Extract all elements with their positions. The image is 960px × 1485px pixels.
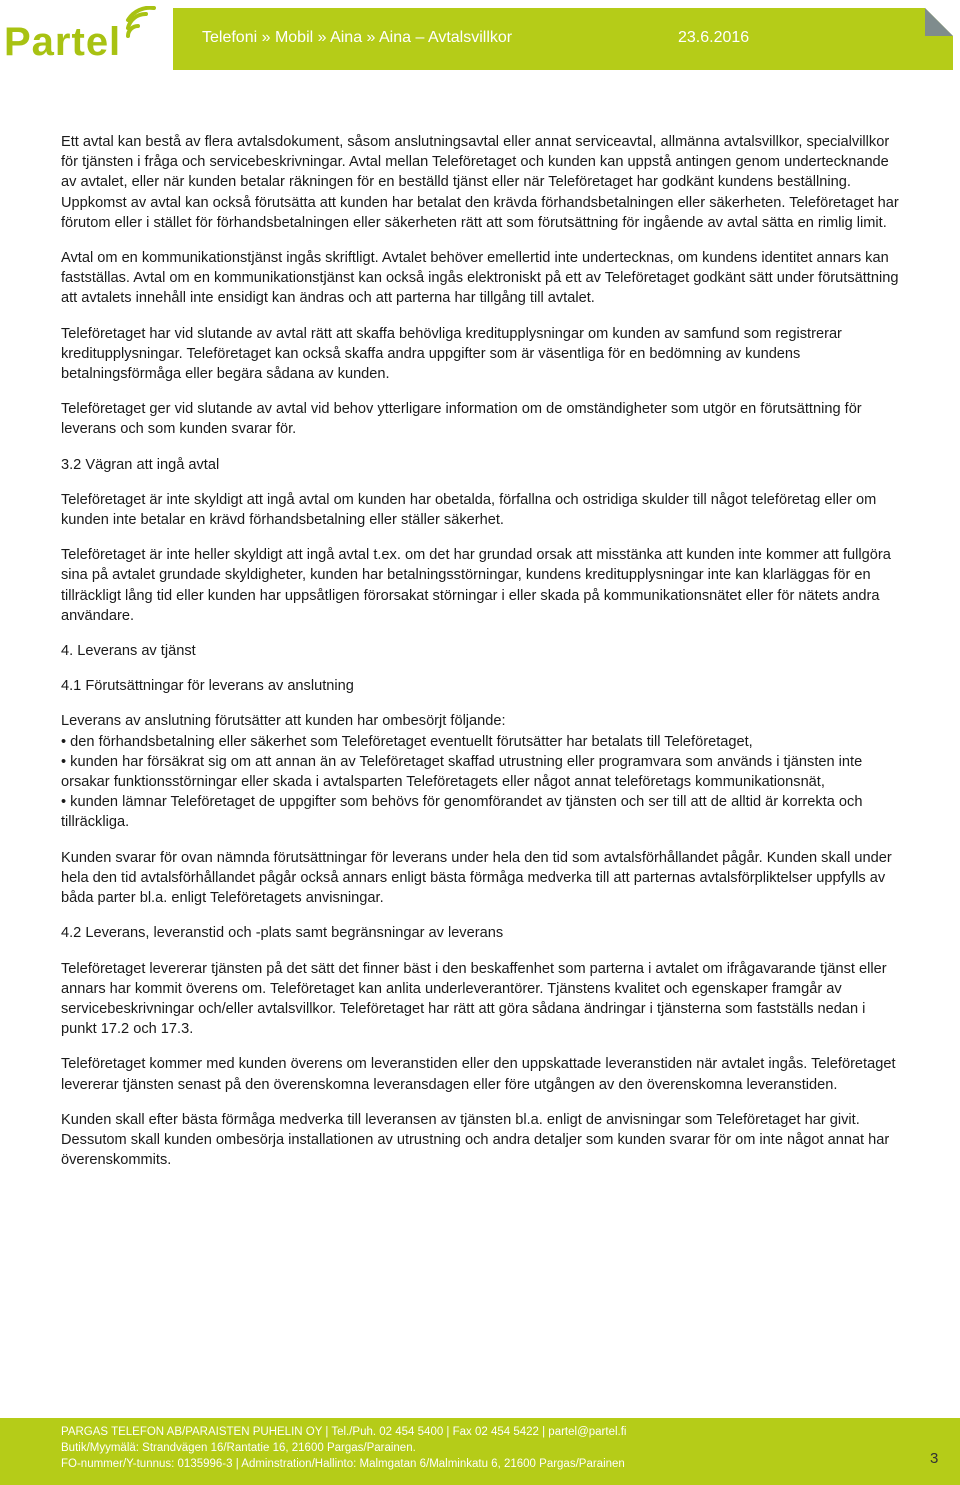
partel-logo <box>4 6 160 64</box>
document-date: 23.6.2016 <box>678 29 750 46</box>
page-header <box>0 0 960 78</box>
breadcrumb: Telefoni » Mobil » Aina » Aina – Avtalsvillkor <box>202 29 513 46</box>
paragraph: Kunden svarar för ovan nämnda förutsättningar för leverans under hela den tid som avtalsförhållandet pågår. Kunden skall under hela den tid avtalsförhållandet pågår också annars enligt bästa förmåga medverka till att parternas avtalsförpliktelser uppfylls av båda parter bl.a. enligt Teleföretagets anvisningar. <box>61 849 892 907</box>
section-heading-4-1: 4.1 Förutsättningar för leverans av anslutning <box>61 678 354 695</box>
footer-registration-line: FO-nummer/Y-tunnus: 0135996-3 | Adminstration/Hallinto: Malmgatan 6/Malminkatu 6, 21600 Pargas/Parainen <box>61 1458 625 1470</box>
page-fold-icon <box>925 8 953 36</box>
paragraph: Teleföretaget levererar tjänsten på det sätt det finner bäst i den beskaffenhet som parterna i avtalet om ifrågavarande tjänst eller annars har kommit överens om. Teleföretaget kan anlita underleverantörer. Tjänstens kvalitet och egenskaper framgår av servicebeskrivningar och/eller avtalsvillkor. Teleföretaget har rätt att göra sådana ändringar i tjänsterna som fastställs nedan i punkt 17.2 och 17.3. <box>61 960 887 1038</box>
section-heading-3-2: 3.2 Vägran att ingå avtal <box>61 456 220 473</box>
footer-contact-line: PARGAS TELEFON AB/PARAISTEN PUHELIN OY | Tel./Puh. 02 454 5400 | Fax 02 454 5422 | partel@partel.fi <box>61 1426 627 1438</box>
signal-waves-icon <box>122 6 158 42</box>
paragraph: Kunden skall efter bästa förmåga medverka till leveransen av tjänsten bl.a. enligt de anvisningar som Teleföretaget har givit. Dessutom skall kunden ombesörja installationen av utrustning och andra detaljer som kunden svarar för om inte något annat har överenskommits. <box>61 1111 890 1169</box>
paragraph: Teleföretaget är inte heller skyldigt att ingå avtal t.ex. om det har grundad orsak att misstänka att kunden inte kommer att fullgöra sina på avtalet grundade skyldigheter, kunden har betalningsstörningar, kundens kreditupplysningar inte kan klarläggas för en tillräckligt lång tid eller kunden har uppsåtligen förorsakat störningar i eller skada på kommunikationsnätet eller för nätets andra användare. <box>61 547 891 624</box>
section-heading-4-2: 4.2 Leverans, leveranstid och -plats samt begränsningar av leverans <box>61 925 504 942</box>
paragraph: Teleföretaget är inte skyldigt att ingå avtal om kunden har obetalda, förfallna och ostridiga skulder till något teleföretag eller om kunden inte betalar en krävd förhandsbetalning eller ställer säkerhet. <box>61 491 877 529</box>
list-item: • den förhandsbetalning eller säkerhet som Teleföretaget eventuellt förutsätter har betalats till Teleföretaget, <box>61 733 753 750</box>
footer-address-line: Butik/Myymälä: Strandvägen 16/Rantatie 16, 21600 Pargas/Parainen. <box>61 1442 416 1454</box>
header-bar <box>173 8 953 70</box>
list-item: • kunden lämnar Teleföretaget de uppgifter som behövs för genomförandet av tjänsten och ser till att de alltid är korrekta och tillräckliga. <box>61 794 863 831</box>
document-body <box>61 132 901 1185</box>
page-footer <box>0 1418 960 1485</box>
paragraph: Teleföretaget ger vid slutande av avtal vid behov ytterligare information om de omständigheter som utgör en förutsättning för leverans och som kunden svarar för. <box>61 401 862 438</box>
section-heading-4: 4. Leverans av tjänst <box>61 643 196 660</box>
page-number: 3 <box>930 1450 939 1467</box>
logo-wordmark: Partel <box>4 20 122 64</box>
list-item: • kunden har försäkrat sig om att annan än av Teleföretaget skaffad utrustning eller programvara som används i tjänsten inte orsakar funktionsstörningar eller skada i avtalsparten Teleföretagets eller något annat teleföretags kommunikationsnät, <box>61 753 863 791</box>
list-intro: Leverans av anslutning förutsätter att kunden har ombesörjt följande: <box>61 713 506 730</box>
paragraph: Teleföretaget har vid slutande av avtal rätt att skaffa behövliga kreditupplysningar om kunden av samfund som registrerar kreditupplysningar. Teleföretaget kan också skaffa andra uppgifter som är väsentliga för en bedömning av kundens betalningsförmåga eller begära sådana av kunden. <box>61 325 842 383</box>
paragraph: Ett avtal kan bestå av flera avtalsdokument, såsom anslutningsavtal eller annat serviceavtal, allmänna avtalsvillkor, specialvillkor för tjänsten i fråga och servicebeskrivningar. Avtal mellan Teleföretaget och kunden kan uppstå antingen genom undertecknande av avtalet, eller när kunden betalar räkningen för en beställd tjänst eller när Teleföretaget har godkänt kundens beställning. Uppkomst av avtal kan också förutsätta att kunden har betalat den krävda förhandsbetalningen eller säkerheten. Teleföretaget har förutom eller i stället för förhandsbetalningen eller säkerheten rätt att som förutsättning för ingående av avtal sätta en rimlig limit. <box>61 134 899 231</box>
paragraph: Avtal om en kommunikationstjänst ingås skriftligt. Avtalet behöver emellertid inte undertecknas, om kundens identitet annars kan fastställas. Avtal om en kommunikationstjänst kan också ingås elektroniskt på ett av Teleföretaget godkänt sätt under förutsättning att avtalets innehåll inte ensidigt kan ändras och att parterna har tillgång till avtalet. <box>61 250 899 307</box>
paragraph: Teleföretaget kommer med kunden överens om leveranstiden eller den uppskattade leveranstiden när avtalet ingås. Teleföretaget levererar tjänsten senast på den överenskomna leveransdagen eller före utgången av den överenskomna leveranstiden. <box>61 1056 896 1093</box>
